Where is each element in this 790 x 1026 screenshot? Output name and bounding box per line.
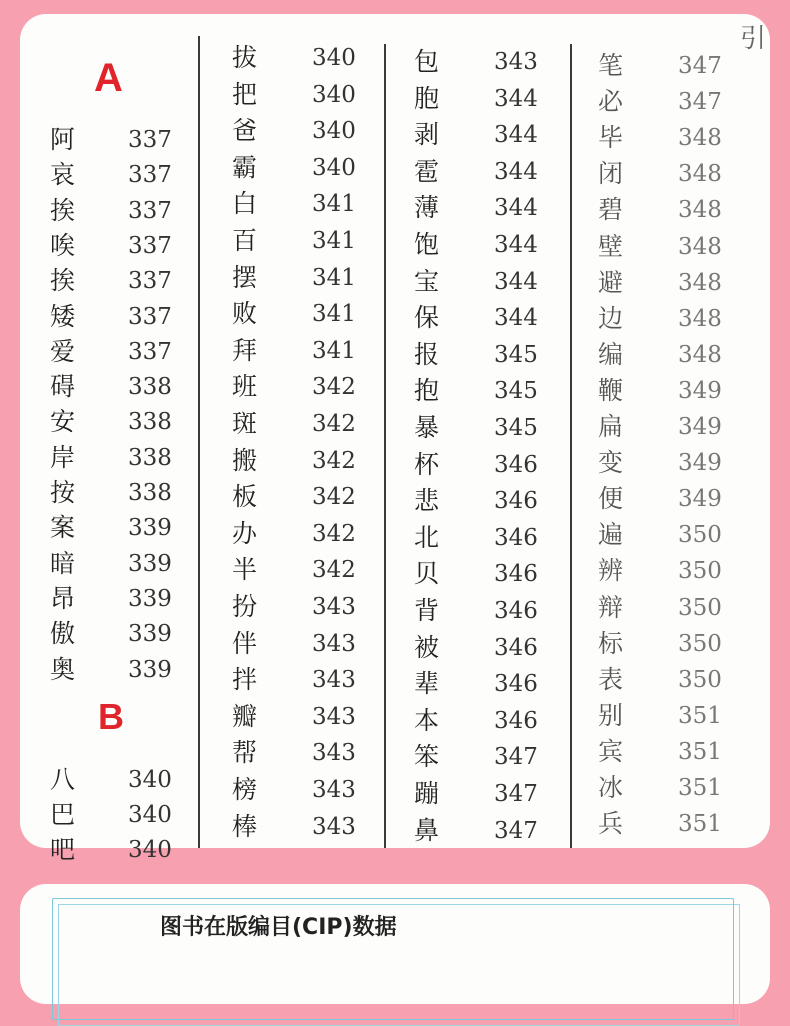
entry-char: 剥 — [414, 120, 440, 150]
entry-char: 拌 — [232, 665, 258, 695]
entry-page: 344 — [494, 122, 538, 149]
entry-page: 342 — [312, 374, 356, 401]
entry-char: 挨 — [50, 195, 76, 225]
entry-char: 报 — [414, 339, 440, 369]
entry-char: 雹 — [414, 156, 440, 186]
entry-page: 349 — [678, 486, 722, 513]
entry-page: 341 — [312, 228, 356, 254]
entry-page: 351 — [678, 702, 722, 729]
entry-page: 346 — [494, 488, 538, 515]
entry-char: 按 — [50, 478, 76, 507]
entry-char: 必 — [598, 87, 624, 117]
entry-char: 爸 — [232, 116, 258, 146]
entry-page: 344 — [494, 232, 538, 258]
entry-page: 340 — [312, 81, 356, 108]
entry-char: 杯 — [414, 449, 440, 479]
cip-card — [20, 884, 770, 1004]
entry-page: 348 — [678, 197, 722, 224]
entry-char: 霸 — [232, 152, 258, 182]
entry-page: 339 — [128, 515, 172, 542]
entry-page: 339 — [128, 550, 172, 577]
entry-char: 扁 — [598, 412, 624, 441]
entry-page: 343 — [494, 49, 538, 75]
entry-page: 350 — [678, 558, 722, 585]
entry-char: 搬 — [232, 445, 258, 475]
entry-char: 编 — [598, 339, 624, 369]
entry-char: 榜 — [232, 775, 258, 804]
entry-page: 349 — [678, 414, 722, 440]
entry-char: 白 — [232, 189, 258, 219]
column-divider-1 — [198, 36, 200, 848]
entry-page: 342 — [312, 520, 356, 547]
entry-char: 辩 — [598, 592, 624, 622]
entry-page: 345 — [494, 378, 538, 405]
entry-char: 案 — [50, 513, 76, 543]
entry-char: 傲 — [50, 619, 76, 649]
entry-page: 342 — [312, 484, 356, 511]
entry-page: 346 — [494, 707, 538, 734]
entry-char: 班 — [232, 372, 258, 402]
entry-char: 阿 — [50, 125, 76, 154]
entry-page: 343 — [312, 703, 356, 730]
entry-page: 343 — [312, 630, 356, 657]
entry-page: 340 — [312, 45, 356, 71]
entry-char: 帮 — [232, 738, 258, 768]
entry-char: 蹦 — [414, 779, 440, 808]
entry-page: 348 — [678, 269, 722, 296]
entry-page: 344 — [494, 305, 538, 332]
entry-page: 341 — [312, 301, 356, 328]
section-letter-a: A — [94, 56, 123, 100]
entry-char: 摆 — [232, 262, 258, 292]
entry-page: 345 — [494, 341, 538, 368]
entry-page: 340 — [128, 767, 172, 793]
entry-page: 337 — [128, 197, 172, 224]
entry-char: 遍 — [598, 520, 624, 550]
entry-page: 351 — [678, 811, 722, 838]
entry-page: 350 — [678, 594, 722, 621]
entry-char: 暗 — [50, 548, 76, 578]
entry-page: 339 — [128, 585, 172, 612]
entry-char: 边 — [598, 303, 624, 333]
entry-page: 338 — [128, 444, 172, 471]
entry-page: 340 — [128, 802, 172, 828]
entry-char: 扮 — [232, 592, 258, 621]
entry-page: 339 — [128, 621, 172, 648]
entry-char: 便 — [598, 484, 624, 514]
entry-page: 347 — [678, 89, 722, 116]
entry-char: 薄 — [414, 193, 440, 223]
entry-char: 变 — [598, 448, 624, 478]
entry-char: 拔 — [232, 43, 258, 72]
entry-char: 办 — [232, 518, 258, 548]
entry-char: 暴 — [414, 413, 440, 442]
entry-char: 保 — [414, 303, 440, 333]
entry-char: 唉 — [50, 230, 76, 260]
entry-page: 345 — [494, 415, 538, 441]
entry-page: 340 — [128, 837, 172, 863]
entry-page: 346 — [494, 561, 538, 588]
entry-page: 342 — [312, 447, 356, 474]
entry-page: 341 — [312, 264, 356, 291]
entry-page: 348 — [678, 341, 722, 368]
entry-page: 337 — [128, 338, 172, 365]
entry-char: 壁 — [598, 231, 624, 261]
index-page — [20, 14, 770, 864]
entry-page: 347 — [678, 53, 722, 79]
entry-page: 338 — [128, 374, 172, 401]
entry-char: 板 — [232, 482, 258, 512]
entry-page: 337 — [128, 232, 172, 259]
entry-char: 包 — [414, 47, 440, 76]
entry-char: 被 — [414, 632, 440, 662]
entry-char: 北 — [414, 522, 440, 552]
entry-char: 碍 — [50, 372, 76, 402]
entry-char: 棒 — [232, 811, 258, 841]
entry-char: 辨 — [598, 556, 624, 586]
entry-page: 339 — [128, 656, 172, 683]
entry-char: 百 — [232, 226, 258, 255]
entry-page: 346 — [494, 671, 538, 698]
entry-char: 昂 — [50, 583, 76, 613]
entry-char: 表 — [598, 664, 624, 694]
entry-char: 闭 — [598, 159, 624, 189]
entry-char: 背 — [414, 596, 440, 625]
entry-page: 338 — [128, 480, 172, 506]
section-letter-b: B — [98, 696, 124, 737]
entry-char: 鞭 — [598, 375, 624, 405]
entry-page: 344 — [494, 195, 538, 222]
entry-page: 341 — [312, 337, 356, 364]
entry-page: 344 — [494, 268, 538, 295]
entry-page: 337 — [128, 268, 172, 295]
entry-char: 胞 — [414, 83, 440, 113]
entry-char: 抱 — [414, 376, 440, 406]
entry-char: 斑 — [232, 409, 258, 438]
entry-char: 奥 — [50, 654, 76, 684]
entry-page: 342 — [312, 411, 356, 437]
entry-page: 343 — [312, 813, 356, 840]
column-divider-3 — [570, 44, 572, 848]
entry-char: 爱 — [50, 336, 76, 366]
entry-page: 340 — [312, 118, 356, 145]
entry-page: 344 — [494, 158, 538, 185]
entry-char: 败 — [232, 299, 258, 329]
entry-char: 吧 — [50, 835, 76, 864]
entry-char: 冰 — [598, 773, 624, 802]
entry-char: 矮 — [50, 301, 76, 331]
entry-page: 346 — [494, 634, 538, 661]
entry-char: 悲 — [414, 486, 440, 516]
entry-page: 348 — [678, 305, 722, 332]
entry-char: 兵 — [598, 809, 624, 839]
entry-page: 351 — [678, 775, 722, 801]
entry-page: 338 — [128, 409, 172, 436]
entry-page: 346 — [494, 598, 538, 624]
entry-char: 辈 — [414, 669, 440, 699]
cip-title: 图书在版编目(CIP)数据 — [160, 915, 397, 940]
entry-page: 340 — [312, 154, 356, 181]
entry-char: 伴 — [232, 628, 258, 658]
entry-char: 哀 — [50, 160, 76, 190]
entry-page: 346 — [494, 524, 538, 551]
entry-page: 348 — [678, 125, 722, 152]
entry-char: 鼻 — [414, 815, 440, 845]
entry-page: 348 — [678, 161, 722, 188]
entry-page: 343 — [312, 667, 356, 694]
entry-char: 把 — [232, 79, 258, 109]
entry-page: 341 — [312, 191, 356, 218]
entry-page: 342 — [312, 557, 356, 584]
entry-page: 349 — [678, 450, 722, 477]
entry-char: 饱 — [414, 230, 440, 259]
entry-char: 宝 — [414, 266, 440, 296]
entry-char: 笔 — [598, 51, 624, 80]
entry-page: 343 — [312, 594, 356, 620]
entry-char: 岸 — [50, 442, 76, 472]
entry-char: 笨 — [414, 742, 440, 772]
entry-page: 350 — [678, 630, 722, 657]
entry-page: 343 — [312, 777, 356, 803]
entry-char: 标 — [598, 628, 624, 658]
page-edge-char: 引 — [740, 24, 767, 54]
entry-char: 避 — [598, 267, 624, 297]
entry-page: 337 — [128, 162, 172, 189]
entry-char: 宾 — [598, 736, 624, 766]
entry-page: 347 — [494, 744, 538, 771]
entry-char: 拜 — [232, 335, 258, 365]
entry-char: 别 — [598, 700, 624, 730]
entry-char: 半 — [232, 555, 258, 585]
entry-char: 本 — [414, 705, 440, 735]
entry-char: 八 — [50, 765, 76, 794]
entry-char: 碧 — [598, 195, 624, 225]
entry-page: 347 — [494, 817, 538, 844]
entry-page: 349 — [678, 377, 722, 404]
entry-char: 安 — [50, 407, 76, 437]
entry-page: 337 — [128, 303, 172, 330]
entry-char: 毕 — [598, 123, 624, 153]
entry-char: 贝 — [414, 559, 440, 589]
column-divider-2 — [384, 44, 386, 848]
entry-page: 343 — [312, 740, 356, 767]
entry-char: 瓣 — [232, 701, 258, 731]
entry-page: 350 — [678, 666, 722, 693]
entry-page: 347 — [494, 781, 538, 807]
entry-char: 挨 — [50, 266, 76, 296]
entry-page: 344 — [494, 85, 538, 112]
entry-page: 350 — [678, 522, 722, 549]
entry-page: 346 — [494, 451, 538, 478]
entry-char: 巴 — [50, 800, 76, 829]
entry-page: 348 — [678, 233, 722, 260]
entry-page: 351 — [678, 738, 722, 765]
entry-page: 337 — [128, 127, 172, 153]
